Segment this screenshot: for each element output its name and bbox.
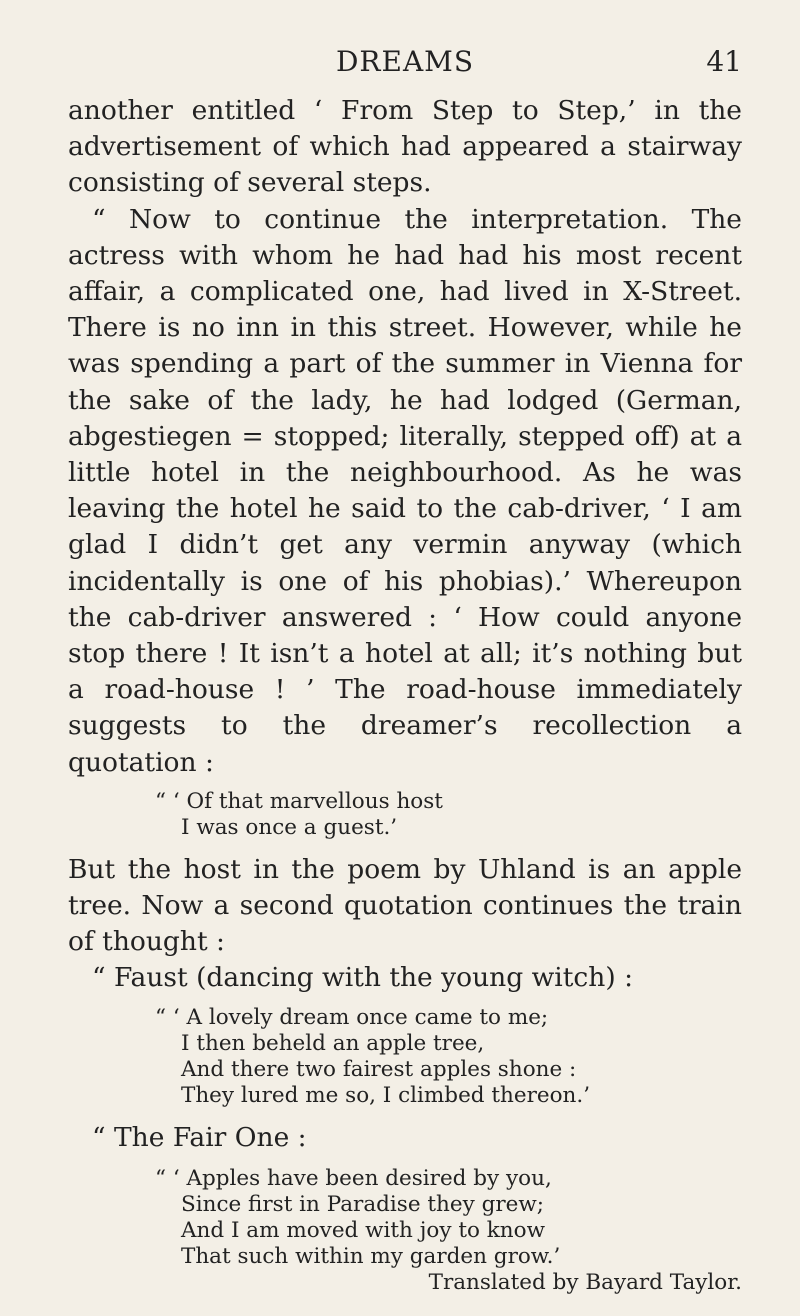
verse-quotation-2 (68, 1005, 742, 1109)
translation-credit: Translated by Bayard Taylor. (428, 1269, 742, 1295)
verse-line: They lured me so, I climbed thereon.’ (181, 1082, 591, 1108)
verse-line: And there two fairest apples shone : (181, 1056, 577, 1082)
verse-line: I then beheld an apple tree, (181, 1030, 485, 1056)
paragraph-4: “ Faust (dancing with the young witch) : (92, 962, 634, 994)
verse-line: “ ‘ Apples have been desired by you, (155, 1165, 552, 1191)
page-header (68, 44, 742, 80)
page-number: 41 (706, 45, 742, 78)
verse-line: That such within my garden grow.’ (181, 1243, 561, 1269)
verse-line: I was once a guest.’ (181, 814, 398, 840)
paragraph-5: “ The Fair One : (92, 1121, 307, 1153)
verse-quotation-1 (68, 789, 742, 841)
verse-line: And I am moved with joy to know (181, 1217, 545, 1243)
paragraph-3: But the host in the poem by Uhland is an apple tree. Now a second quotation continues the train of thought : (68, 853, 742, 958)
paragraph-2: “ Now to continue the interpretation. The actress with whom he had had his most recent affair, a complicated one, had lived in X-Street. There is no inn in this street. However, while he was spending a part of the summer in Vienna for the sake of the lady, he had lodged (German, abgestiegen = stopped; literally, stepped off) at a little hotel in the neighbourhood. As he was leaving the hotel he said to the cab-driver, ‘ I am glad I didn’t get any vermin anyway (which incidentally is one of his phobias).’ Whereupon the cab-driver answered : ‘ How could anyone stop there ! It isn’t a hotel at all; it’s nothing but a road-house ! ’ The road-house immediately suggests to the dreamer’s recollection a quotation : (68, 203, 742, 778)
verse-line: “ ‘ Of that marvellous host (155, 788, 443, 814)
body-text (68, 93, 742, 1296)
verse-line: Since first in Paradise they grew; (181, 1191, 544, 1217)
verse-line: “ ‘ A lovely dream once came to me; (155, 1004, 549, 1030)
paragraph-1: another entitled ‘ From Step to Step,’ in the advertisement of which had appeared a stairway consisting of several steps. (68, 95, 742, 199)
running-head: DREAMS (335, 45, 475, 78)
verse-quotation-3 (68, 1166, 742, 1296)
